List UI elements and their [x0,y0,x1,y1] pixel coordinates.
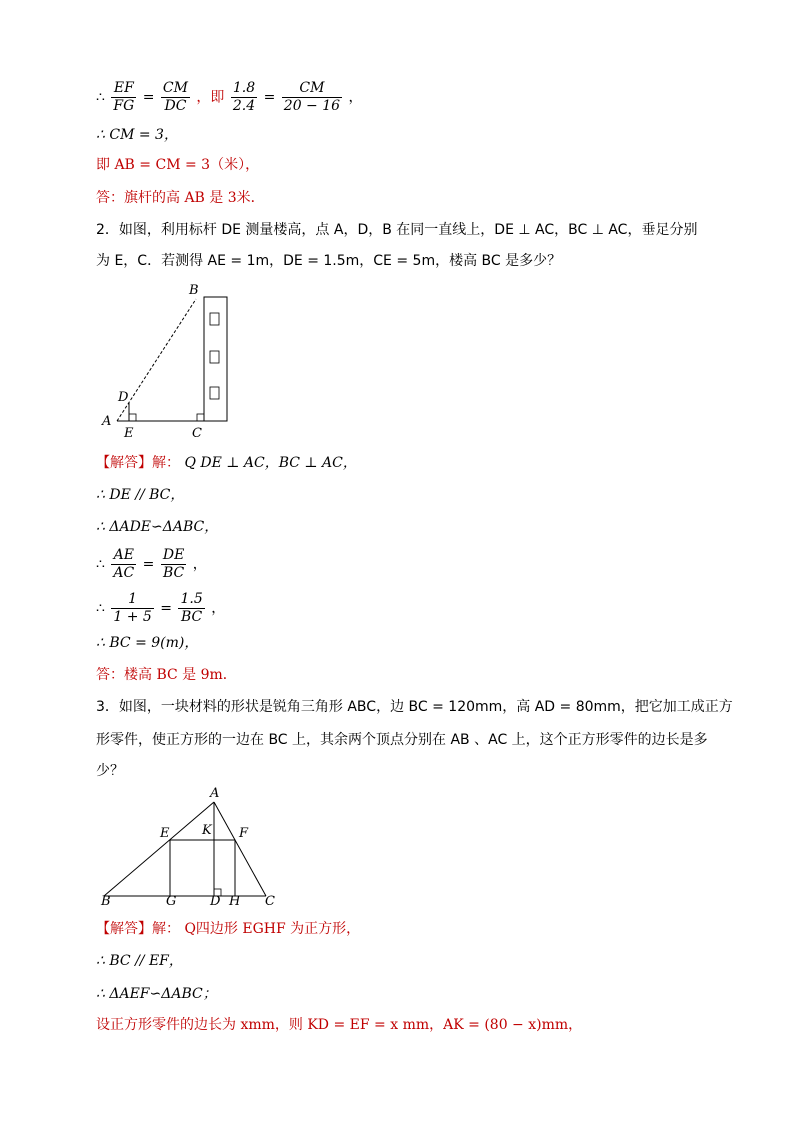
numerator: CM [282,80,342,98]
text-segment: ， [211,600,226,617]
numerator: DE [162,547,185,563]
numerator: EF [111,80,136,98]
q3-statement-line1: 3．如图，一块材料的形状是锐角三角形 ABC，边 BC = 120mm，高 AD = 80mm，把它加工成正方 [96,699,733,715]
q3-solution-line3: ∴ ΔAEF∽ΔABC； [96,986,217,1002]
q2-solution-line4 [96,547,207,582]
prev-line-cm: ∴ CM = 3， [96,127,178,143]
fraction [161,80,190,115]
point-label-e: E [160,826,170,841]
building [204,297,227,421]
denominator: FG [113,98,135,114]
point-label-c: C [265,894,275,909]
q2-solution-line1 [96,453,357,473]
numerator: 1 [111,591,153,609]
text-segment: Q DE ⊥ AC，BC ⊥ AC， [184,455,357,471]
denominator: 2.4 [232,98,256,114]
denominator: DC [164,98,187,114]
point-label-d: D [210,894,221,909]
window [210,351,219,363]
fraction [111,80,136,115]
point-label-c: C [192,426,202,441]
q3-figure-svg [98,786,288,914]
numerator: 1.5 [180,591,203,607]
therefore-symbol: ∴ [96,89,105,106]
q2-solution-line3: ∴ ΔADE∽ΔABC， [96,519,219,535]
prev-answer: 答：旗杆的高 AB 是 3米． [96,190,265,206]
q2-solution-line5 [96,591,225,626]
equals-sign: = [142,556,155,573]
point-label-a: A [210,786,220,801]
q3-figure [98,786,288,914]
q3-statement-line2: 形零件，使正方形的一边在 BC 上，其余两个顶点分别在 AB 、AC 上，这个正方形零件的边长是多 [96,732,708,748]
fraction [231,80,257,115]
equals-sign: = [263,89,276,106]
denominator: BC [162,565,185,581]
denominator: AC [113,565,135,581]
square-eghf [170,840,235,896]
answer-tag: 【解答】 [96,921,152,937]
point-label-f: F [239,826,249,841]
fraction [111,547,136,582]
q2-statement-line2: 为 E，C．若测得 AE = 1m，DE = 1.5m，CE = 5m，楼高 BC 是多少？ [96,253,562,269]
therefore-symbol: ∴ [96,556,105,573]
q2-figure [100,283,240,443]
solution-label: 解： [152,455,180,471]
denominator: 1 + 5 [113,609,152,625]
equals-sign: = [160,600,173,617]
q2-solution-line6: ∴ BC = 9(m)， [96,635,199,651]
fraction [161,547,186,582]
text-segment: Q四边形 EGHF 为正方形， [184,921,361,937]
q3-statement-line3: 少？ [96,763,124,779]
fraction [178,591,204,626]
point-label-k: K [202,823,212,838]
denominator: BC [180,609,203,625]
point-label-g: G [166,894,177,909]
window [210,387,219,399]
point-label-h: H [229,894,241,909]
fraction [111,591,153,626]
right-angle-e [129,414,136,421]
side-ab [104,802,214,896]
point-label-d: D [118,390,129,405]
point-label-b: B [101,894,111,909]
prev-ratio-line [96,80,363,115]
q2-figure-svg [100,283,240,443]
text-segment: ， [192,556,207,573]
point-label-e: E [124,426,134,441]
right-angle-c [197,414,204,421]
numerator: 1.8 [232,80,256,96]
equals-sign: = [142,89,155,106]
text-segment: ， [348,89,363,106]
q2-statement-line1: 2．如图，利用标杆 DE 测量楼高，点 A，D，B 在同一直线上，DE ⊥ AC，BC ⊥ AC，垂足分别 [96,222,698,238]
numerator: CM [162,80,188,96]
q3-solution-line4: 设正方形零件的边长为 xmm，则 KD = EF = x mm，AK = (80 − x)mm， [96,1017,583,1033]
text-segment: ，即 [196,89,225,106]
point-label-a: A [102,414,112,429]
line-ab-dashed [117,299,196,421]
therefore-symbol: ∴ [96,600,105,617]
q3-solution-line2: ∴ BC // EF， [96,953,183,969]
answer-tag: 【解答】 [96,455,152,471]
window [210,313,219,325]
q2-answer: 答：楼高 BC 是 9m． [96,667,237,683]
solution-label: 解： [152,921,180,937]
side-ac [214,802,266,896]
numerator: AE [111,547,136,565]
prev-line-ab: 即 AB = CM = 3（米）， [96,157,260,173]
denominator: 20 − 16 [283,98,341,114]
point-label-b: B [189,283,199,298]
fraction [282,80,342,115]
q2-solution-line2: ∴ DE // BC， [96,487,185,503]
q3-solution-line1 [96,919,360,939]
